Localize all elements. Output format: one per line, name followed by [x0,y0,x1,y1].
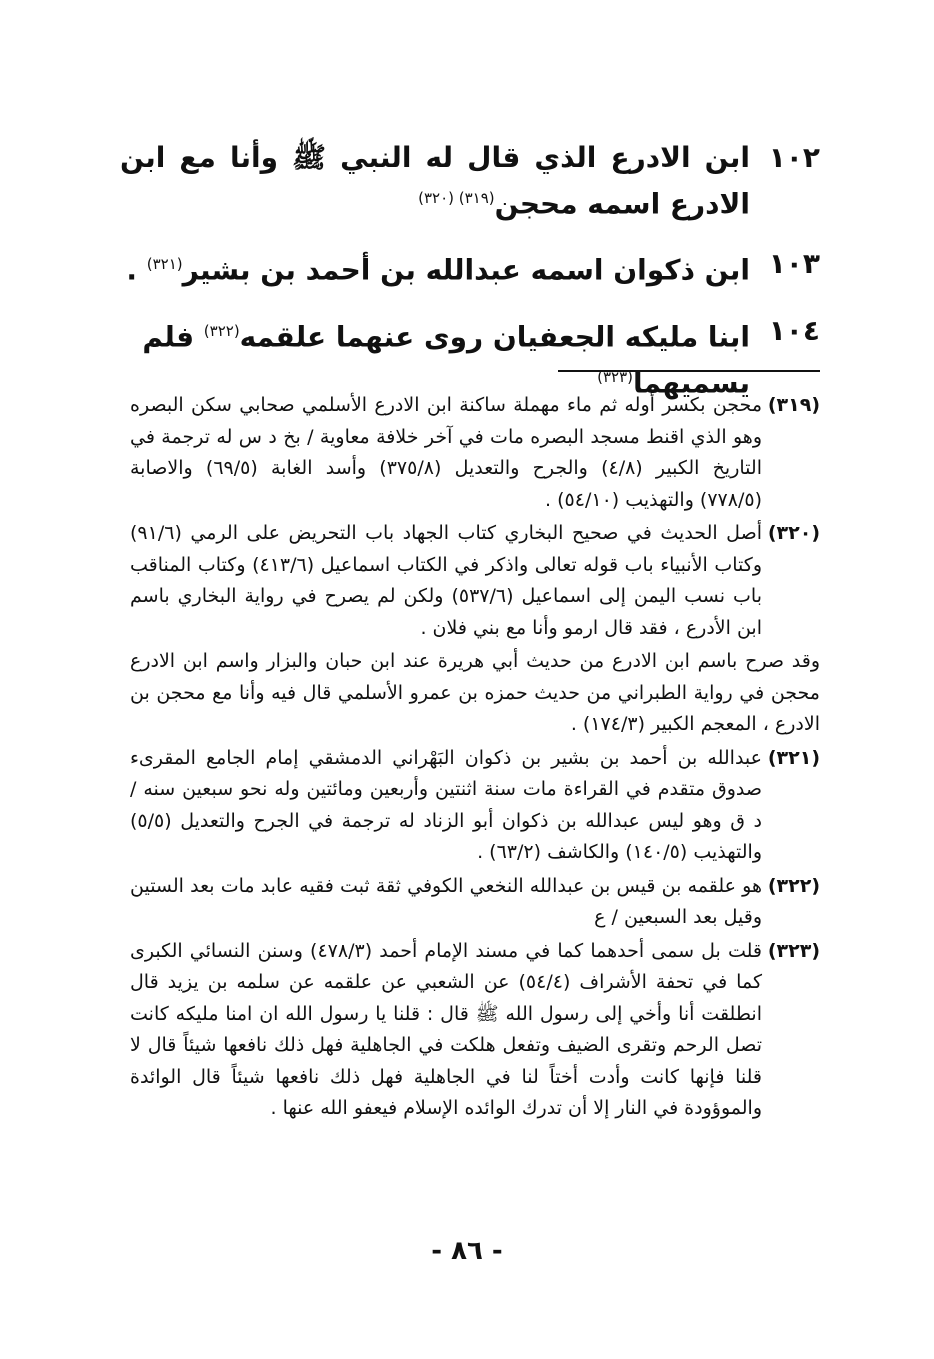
footnote-number: (٣٢٢) [767,874,820,897]
footnote-320 [130,518,820,644]
entry-body: ابن الادرع الذي قال له النبي ﷺ وأنا مع ابن الادرع اسمه محجن [120,141,750,221]
entry-text [120,244,750,290]
footnote-text: أصل الحديث في صحيح البخاري كتاب الجهاد باب التحريض على الرمي (٩١/٦) وكتاب الأنبياء باب قوله تعالى واذكر في الكتاب اسماعيل (٤١٣/٦) وكتاب المناقب باب نسب اليمن إلى اسماعيل (٥٣٧/٦) ولكن لم يصرح في رواية البخاري باسم ابن الأدرع ، فقد قال ارمو وأنا مع بني فلان . [130,522,763,639]
footnote-text: وقد صرح باسم ابن الادرع من حديث أبي هريرة عند ابن حبان والبزار واسم ابن الادرع محجن في رواية الطبراني من حديث حمزه بن عمرو الأسلمي قال فيه وأنا مع محجن بن الادرع ، المعجم الكبير (١٧٤/٣) . [130,650,820,735]
entry-body: ابنا مليكه الجعفيان روى عنهما علقمه [239,319,750,353]
entry-list [120,138,820,423]
footnote-322 [130,871,820,934]
entry-number: ١٠٢ [768,141,820,174]
entry-number: ١٠٣ [768,247,820,281]
entry-number: ١٠٤ [768,313,820,347]
footnote-text: عبدالله بن أحمد بن بشير بن ذكوان البَهْراني الدمشقي إمام الجامع المقرىء صدوق متقدم في القراءة مات سنة اثنتين وأربعين ومائتين وله نحو سبعين سنه / د ق وهو ليس عبدالله بن ذكوان أبو الزناد له ترجمة في الجرح والتعديل (٥/٥) والتهذيب (١٤٠/٥) والكاشف (٦٣/٢) . [130,746,762,863]
footnote-319 [130,390,820,516]
entry-body-2: فلم يسميهما [142,319,750,400]
footnote-text: قلت بل سمى أحدهما كما في مسند الإمام أحمد (٤٧٨/٣) وسنن النسائي الكبرى كما في تحفة الأشراف (٥٤/٤) عن الشعبي عن علقمه عن سلمه بن يزيد قال انطلقت أنا وأخي إلى رسول الله ﷺ قال : قلنا يا رسول الله ان امنا مليكه كانت تصل الرحم وتقرى الضيف وتفعل هلكت في الجاهلية فهل ذلك نافعها شيئاً قال لا قلنا فإنها كانت وأدت أختاً لنا في الجاهلية فهل ذلك نافعها شيئاً قال الوائدة والموؤودة في النار إلا أن تدرك الوائده الإسلام فيعفو الله عنها . [130,939,763,1119]
footnote-323 [130,936,820,1125]
footnote-ref-2: (٣٢٣) [597,367,634,386]
footnote-321 [130,743,820,869]
footnote-separator [558,370,820,372]
entry-103 [120,244,820,290]
footnote-ref: (٣٢٢) [203,321,240,340]
entry-body: ابن ذكوان اسمه عبدالله بن أحمد بن بشير [182,253,750,287]
footnote-text: هو علقمه بن قيس بن عبدالله النخعي الكوفي ثقة ثبت فقيه عابد مات بعد الستين وقيل بعد السبعين / ع [130,874,762,928]
footnote-number: (٣١٩) [767,394,820,416]
page-number: - ٨٦ - [431,1236,503,1266]
footnote-text: محجن بكسر أوله ثم ماء مهملة ساكنة ابن الادرع الأسلمي صحابي سكن البصره وهو الذي اقنط مسجد البصره مات في آخر خلافة معاوية / بخ د س له ترجمة في التاريخ الكبير (٤/٨) والجرح والتعديل (٣٧٥/٨) وأسد الغابة (٦٩/٥) والاصابة (٧٧٨/٥) والتهذيب (٥٤/١٠) . [130,394,762,511]
entry-tail: . [126,253,147,287]
footnote-number: (٣٢١) [767,746,820,769]
footnote-list [130,390,820,1127]
footnote-ref: (٣١٩) (٣٢٠) [418,189,495,207]
footnote-ref: (٣٢١) [146,255,183,274]
footnote-number: (٣٢٣) [767,939,820,962]
entry-text [120,138,750,224]
footnote-320-continuation [130,646,820,741]
entry-102 [120,138,820,224]
footnote-number: (٣٢٠) [767,522,820,544]
